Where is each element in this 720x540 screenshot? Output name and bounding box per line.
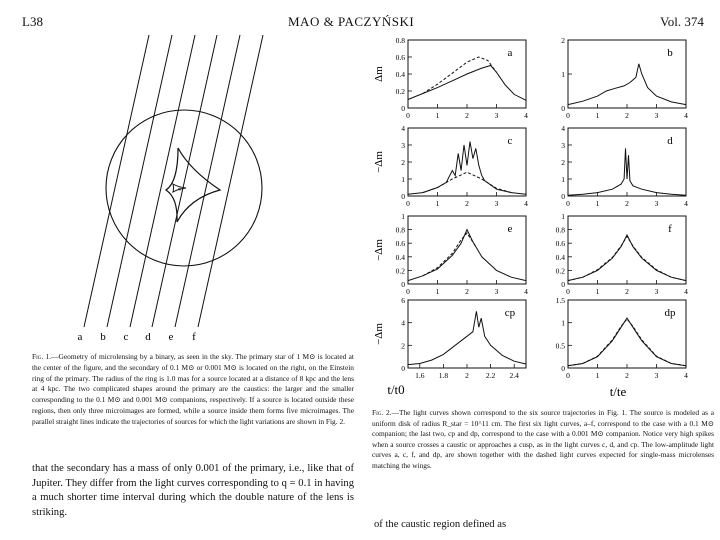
panel-cp-xtick-label: 1.6 bbox=[415, 371, 425, 380]
panel-f-ytick-label: 0.6 bbox=[555, 239, 565, 249]
panel-label-a: a bbox=[507, 47, 513, 59]
panel-cp-xtick-label: 2 bbox=[465, 371, 469, 380]
panel-e-xtick-label: 2 bbox=[465, 287, 469, 296]
panel-b-ytick-label: 2 bbox=[561, 36, 565, 45]
panel-f-xtick-label: 4 bbox=[684, 287, 688, 296]
panel-dp-ytick-label: 1 bbox=[561, 318, 565, 328]
panel-f-series-single-lens bbox=[568, 236, 686, 280]
panel-dp-ytick-label: 0.5 bbox=[555, 341, 565, 351]
figure-2-caption bbox=[372, 408, 714, 472]
panel-f-series-binary bbox=[568, 235, 686, 281]
panel-a-xtick-label: 0 bbox=[406, 111, 410, 120]
panel-e-xtick-label: 3 bbox=[494, 287, 499, 296]
panel-label-cp: cp bbox=[504, 307, 516, 319]
panel-cp-ytick-label: 2 bbox=[401, 341, 405, 351]
panel-label-e: e bbox=[507, 223, 513, 235]
panel-cp-series-binary bbox=[408, 311, 526, 364]
panel-label-b: b bbox=[667, 47, 673, 59]
panel-e-xtick-label: 1 bbox=[435, 287, 440, 296]
panel-d-xtick-label: 0 bbox=[566, 199, 570, 208]
panel-cp-xtick-label: 2.2 bbox=[485, 371, 496, 380]
xlabel-left: t/t0 bbox=[387, 382, 405, 397]
panel-c-xtick-label: 1 bbox=[435, 199, 440, 208]
panel-e-xtick-label: 4 bbox=[524, 287, 528, 296]
xlabel-right: t/te bbox=[609, 384, 627, 399]
panel-a-series-binary bbox=[408, 66, 526, 101]
panel-f-ytick-label: 0 bbox=[561, 280, 565, 289]
panel-label-c: c bbox=[507, 135, 513, 147]
panel-b-ytick-label: 1 bbox=[561, 70, 565, 79]
panel-c-ylabel: −Δm bbox=[373, 151, 385, 173]
figure-1-caption-lead: Fig. 1. bbox=[32, 352, 52, 361]
panel-dp-xtick-label: 1 bbox=[595, 371, 600, 380]
panel-a-series-single-lens bbox=[423, 57, 497, 94]
panel-b-xtick-label: 0 bbox=[566, 111, 570, 120]
figure-1-caption-body: —Geometry of microlensing by a binary, as seen in the sky. The primary star of 1 M⊙ is located at the center of the figure, and the secondary of 0.1 M⊙ or 0.001 M⊙ is located on the right, on the Einstein ring of the primary. The radius of the ring is 1.0 mas for a source located at a distance of 8 kpc and the lens at 4 kpc. The two complicated shapes around the primary are the caustics: the larger and the smaller corresponding to the 0.1 M⊙ and 0.001 M⊙ companions, respectively. If a source is located outside these regions, then only three microimages are formed, while a source inside them forms five microimages. The parallel straight lines indicate the trajectories of sources for which the light variations are shown in Fig. 2. bbox=[32, 352, 354, 426]
panel-c-series-binary bbox=[408, 142, 526, 195]
panel-a-xtick-label: 1 bbox=[435, 111, 440, 120]
panel-label-d: d bbox=[667, 135, 673, 147]
trajectory-label-b: b bbox=[100, 331, 106, 343]
panel-f-xtick-label: 1 bbox=[595, 287, 600, 296]
panel-e-series-single-lens bbox=[423, 233, 476, 276]
panel-dp-series-single-lens bbox=[568, 319, 686, 366]
panel-cp-ytick-label: 6 bbox=[401, 296, 405, 305]
panel-e-ytick-label: 0.6 bbox=[395, 239, 405, 249]
panel-e-ytick-label: 1 bbox=[401, 212, 405, 221]
body-paragraph-right: of the caustic region defined as bbox=[374, 519, 507, 530]
panel-label-dp: dp bbox=[664, 307, 676, 319]
panel-c-ytick-label: 4 bbox=[401, 124, 405, 133]
panel-c-ytick-label: 1 bbox=[401, 175, 405, 184]
running-title: MAO & PACZYŃSKI bbox=[288, 14, 415, 29]
panel-d-xtick-label: 2 bbox=[625, 199, 629, 208]
journal-page-id: L38 bbox=[22, 14, 43, 29]
figure-2-caption-lead: Fig. 2. bbox=[372, 408, 392, 417]
panel-d-xtick-label: 3 bbox=[654, 199, 659, 208]
panel-f-ytick-label: 0.2 bbox=[555, 266, 565, 276]
panel-d-ytick-label: 1 bbox=[561, 175, 565, 184]
panel-e-ytick-label: 0.4 bbox=[395, 252, 405, 262]
primary-star-marker: + bbox=[177, 184, 183, 194]
panel-dp-series-binary bbox=[568, 318, 686, 366]
panel-d-ytick-label: 2 bbox=[561, 158, 565, 167]
panel-dp-xtick-label: 0 bbox=[566, 371, 570, 380]
panel-c-xtick-label: 0 bbox=[406, 199, 410, 208]
panel-e-ylabel: −Δm bbox=[373, 239, 385, 261]
trajectory-label-a: a bbox=[77, 331, 83, 343]
panel-a-ylabel: Δm bbox=[373, 66, 385, 82]
panel-a-xtick-label: 4 bbox=[524, 111, 528, 120]
panel-a-ytick-label: 0 bbox=[401, 104, 405, 113]
panel-f-xtick-label: 2 bbox=[625, 287, 629, 296]
figure-1-geometry bbox=[60, 30, 320, 350]
panel-b-xtick-label: 2 bbox=[625, 111, 629, 120]
panel-b-series-binary bbox=[568, 64, 686, 105]
panel-f-xtick-label: 3 bbox=[654, 287, 659, 296]
panel-b-ytick-label: 0 bbox=[561, 104, 565, 113]
panel-d-xtick-label: 1 bbox=[595, 199, 600, 208]
panel-b-xtick-label: 1 bbox=[595, 111, 600, 120]
panel-e-series-binary bbox=[408, 230, 526, 281]
panel-d-ytick-label: 3 bbox=[561, 141, 565, 150]
panel-c-xtick-label: 3 bbox=[494, 199, 499, 208]
panel-dp-xtick-label: 4 bbox=[684, 371, 688, 380]
panel-d-ytick-label: 4 bbox=[561, 124, 565, 133]
figure-2-caption-body: —The light curves shown correspond to the six source trajectories in Fig. 1. The source is modeled as a uniform disk of radius R_star = 10^11 cm. The first six light curves, a–f, correspond to the case with a 0.1 M⊙ companion; the last two, cp and dp, correspond to the case with a 0.001 M⊙ companion. Notice very high spikes when a source crosses a caustic or approaches a cusp, as in the light curves c, d, and cp. The low-amplitude light curves a, c, f, and dp, are shown together with the dashed light curves expected for single-mass microlenses matching the wings. bbox=[372, 408, 715, 470]
panel-cp-ytick-label: 4 bbox=[401, 318, 405, 328]
panel-cp-ylabel: −Δm bbox=[373, 323, 385, 345]
panel-b-xtick-label: 4 bbox=[684, 111, 688, 120]
panel-c-ytick-label: 0 bbox=[401, 192, 405, 201]
panel-e-ytick-label: 0.8 bbox=[395, 225, 405, 235]
figure-1-caption bbox=[32, 352, 354, 428]
panel-c-ytick-label: 2 bbox=[401, 158, 405, 167]
panel-a-ytick-label: 0.6 bbox=[395, 53, 405, 62]
panel-dp-xtick-label: 2 bbox=[625, 371, 629, 380]
panel-dp-ytick-label: 0 bbox=[561, 364, 565, 373]
panel-f-ytick-label: 0.4 bbox=[555, 252, 565, 262]
panel-c-xtick-label: 2 bbox=[465, 199, 469, 208]
panel-label-f: f bbox=[668, 223, 672, 235]
panel-e-ytick-label: 0 bbox=[401, 280, 405, 289]
panel-a-ytick-label: 0.2 bbox=[395, 87, 405, 96]
panel-d-xtick-label: 4 bbox=[684, 199, 688, 208]
panel-dp-xtick-label: 3 bbox=[654, 371, 659, 380]
panel-c-ytick-label: 3 bbox=[401, 141, 405, 150]
panel-cp-ytick-label: 0 bbox=[401, 364, 405, 373]
panel-dp-ytick-label: 1.5 bbox=[555, 296, 565, 305]
body-paragraph-left: that the secondary has a mass of only 0.001 of the primary, i.e., like that of Jupiter. They differ from the light curves corresponding to q = 0.1 in having a much shorter time interval during which the double nature of the lens is striking. bbox=[32, 463, 354, 518]
panel-b-xtick-label: 3 bbox=[654, 111, 659, 120]
panel-a-ytick-label: 0.4 bbox=[395, 70, 405, 79]
panel-c-xtick-label: 4 bbox=[524, 199, 528, 208]
panel-f-ytick-label: 1 bbox=[561, 212, 565, 221]
panel-d-series-binary bbox=[568, 148, 686, 195]
panel-a-xtick-label: 3 bbox=[494, 111, 499, 120]
panel-d-ytick-label: 0 bbox=[561, 192, 565, 201]
trajectory-label-f: f bbox=[192, 331, 196, 343]
panel-f-xtick-label: 0 bbox=[566, 287, 570, 296]
panel-a-ytick-label: 0.8 bbox=[395, 36, 405, 45]
panel-a-xtick-label: 2 bbox=[465, 111, 469, 120]
trajectory-label-d: d bbox=[145, 331, 151, 343]
figure-2-light-curves bbox=[360, 30, 720, 400]
panel-cp-xtick-label: 2.4 bbox=[509, 371, 519, 380]
trajectory-label-c: c bbox=[123, 331, 129, 343]
trajectory-label-e: e bbox=[168, 331, 174, 343]
panel-cp-xtick-label: 1.8 bbox=[438, 371, 449, 380]
panel-e-xtick-label: 0 bbox=[406, 287, 410, 296]
panel-e-ytick-label: 0.2 bbox=[395, 266, 405, 276]
volume-label: Vol. 374 bbox=[660, 14, 704, 29]
panel-f-ytick-label: 0.8 bbox=[555, 225, 565, 235]
